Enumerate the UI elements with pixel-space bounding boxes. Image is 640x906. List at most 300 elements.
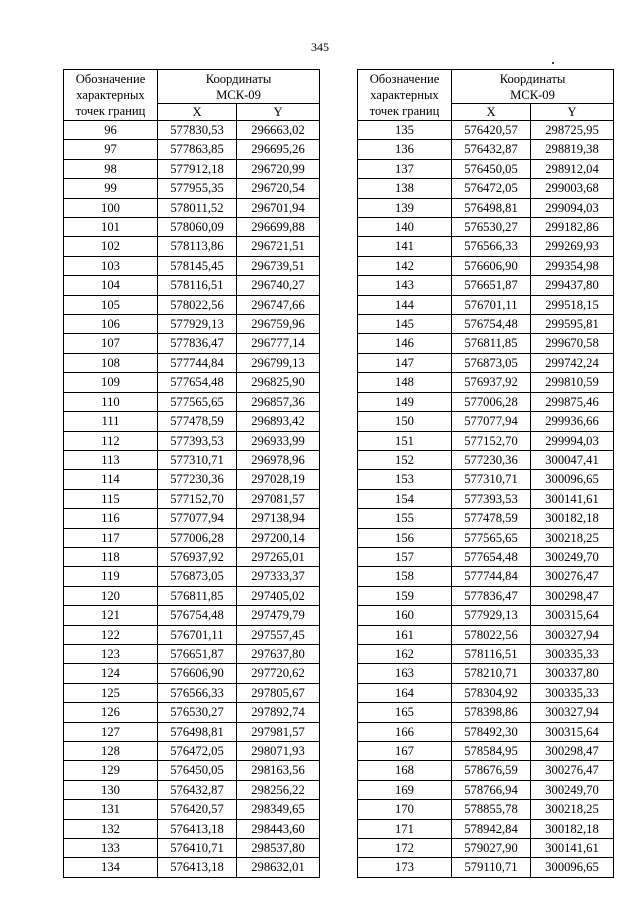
- x-coordinate-cell: 576498,81: [452, 198, 531, 217]
- point-number-cell: 110: [64, 392, 158, 411]
- table-row: [358, 528, 614, 547]
- header-label-line: характерных: [76, 88, 145, 102]
- point-number-cell: 134: [64, 858, 158, 877]
- x-coordinate-cell: 577654,48: [158, 373, 237, 392]
- point-number-cell: 116: [64, 509, 158, 528]
- x-coordinate-cell: 576498,81: [158, 722, 237, 741]
- x-coordinate-cell: 577077,94: [158, 509, 237, 528]
- y-coordinate-cell: 297892,74: [237, 703, 320, 722]
- table-row: [64, 703, 320, 722]
- point-number-cell: 157: [358, 547, 452, 566]
- point-number-cell: 136: [358, 140, 452, 159]
- coordinates-table-right: [357, 69, 614, 878]
- y-coordinate-cell: 300141,61: [531, 839, 614, 858]
- y-coordinate-cell: 300276,47: [531, 761, 614, 780]
- table-row: [64, 179, 320, 198]
- y-coordinate-cell: 297028,19: [237, 470, 320, 489]
- table-row: [358, 412, 614, 431]
- table-row: [64, 392, 320, 411]
- x-coordinate-cell: 578210,71: [452, 664, 531, 683]
- x-coordinate-cell: 578145,45: [158, 256, 237, 275]
- table-row: [64, 218, 320, 237]
- point-number-cell: 164: [358, 683, 452, 702]
- header-label-line: точек границ: [75, 104, 146, 118]
- point-number-cell: 124: [64, 664, 158, 683]
- point-number-cell: 167: [358, 742, 452, 761]
- y-coordinate-cell: 299742,24: [531, 353, 614, 372]
- y-coordinate-cell: 300096,65: [531, 470, 614, 489]
- table-row: [358, 858, 614, 877]
- coordinates-table-left: [63, 69, 320, 878]
- x-coordinate-cell: 577565,65: [452, 528, 531, 547]
- point-number-cell: 163: [358, 664, 452, 683]
- y-coordinate-cell: 299354,98: [531, 256, 614, 275]
- x-coordinate-cell: 577955,35: [158, 179, 237, 198]
- y-coordinate-cell: 299875,46: [531, 392, 614, 411]
- x-coordinate-cell: 576754,48: [158, 606, 237, 625]
- point-number-cell: 151: [358, 431, 452, 450]
- header-coord-line: Координаты: [205, 71, 272, 86]
- point-number-cell: 127: [64, 722, 158, 741]
- point-number-cell: 104: [64, 276, 158, 295]
- y-coordinate-cell: 300249,70: [531, 780, 614, 799]
- y-coordinate-cell: 299094,03: [531, 198, 614, 217]
- point-number-cell: 145: [358, 315, 452, 334]
- x-coordinate-cell: 579027,90: [452, 839, 531, 858]
- x-coordinate-cell: 578398,86: [452, 703, 531, 722]
- points-label-header: [64, 70, 158, 121]
- y-coordinate-cell: 296747,66: [237, 295, 320, 314]
- y-coordinate-cell: 297479,79: [237, 606, 320, 625]
- x-coordinate-cell: 577836,47: [158, 334, 237, 353]
- table-row: [64, 780, 320, 799]
- table-row: [64, 159, 320, 178]
- x-coordinate-cell: 577929,13: [452, 606, 531, 625]
- y-coordinate-cell: 296720,54: [237, 179, 320, 198]
- point-number-cell: 103: [64, 256, 158, 275]
- x-coordinate-cell: 576472,05: [158, 742, 237, 761]
- y-coordinate-cell: 300298,47: [531, 586, 614, 605]
- x-coordinate-cell: 576701,11: [452, 295, 531, 314]
- point-number-cell: 109: [64, 373, 158, 392]
- y-coordinate-cell: 300141,61: [531, 489, 614, 508]
- point-number-cell: 139: [358, 198, 452, 217]
- x-coordinate-cell: 577478,59: [158, 412, 237, 431]
- x-coordinate-cell: 577393,53: [452, 489, 531, 508]
- x-coordinate-cell: 578492,30: [452, 722, 531, 741]
- y-coordinate-cell: 298537,80: [237, 839, 320, 858]
- y-coordinate-cell: 297805,67: [237, 683, 320, 702]
- x-coordinate-cell: 577152,70: [158, 489, 237, 508]
- x-coordinate-cell: 577393,53: [158, 431, 237, 450]
- table-row: [358, 256, 614, 275]
- y-coordinate-cell: 297557,45: [237, 625, 320, 644]
- point-number-cell: 168: [358, 761, 452, 780]
- table-row: [64, 140, 320, 159]
- point-number-cell: 123: [64, 644, 158, 663]
- x-coordinate-cell: 576530,27: [452, 218, 531, 237]
- table-row: [64, 412, 320, 431]
- x-coordinate-cell: 576606,90: [158, 664, 237, 683]
- point-number-cell: 152: [358, 450, 452, 469]
- table-row: [64, 528, 320, 547]
- x-coordinate-cell: 578766,94: [452, 780, 531, 799]
- y-coordinate-cell: 297720,62: [237, 664, 320, 683]
- point-number-cell: 132: [64, 819, 158, 838]
- table-row: [64, 742, 320, 761]
- x-coordinate-cell: 577006,28: [158, 528, 237, 547]
- table-row: [64, 256, 320, 275]
- header-label-line: Обозначение: [369, 72, 440, 86]
- x-coordinate-cell: 578584,95: [452, 742, 531, 761]
- y-coordinate-cell: 296799,13: [237, 353, 320, 372]
- y-coordinate-cell: 300047,41: [531, 450, 614, 469]
- table-row: [64, 373, 320, 392]
- point-number-cell: 118: [64, 547, 158, 566]
- y-coordinate-cell: 298912,04: [531, 159, 614, 178]
- point-number-cell: 137: [358, 159, 452, 178]
- point-number-cell: 112: [64, 431, 158, 450]
- table-row: [358, 237, 614, 256]
- point-number-cell: 142: [358, 256, 452, 275]
- y-coordinate-cell: 298632,01: [237, 858, 320, 877]
- table-row: [64, 431, 320, 450]
- table-row: [64, 353, 320, 372]
- table-row: [358, 839, 614, 858]
- table-row: [358, 334, 614, 353]
- x-coordinate-cell: 577006,28: [452, 392, 531, 411]
- table-row: [64, 450, 320, 469]
- point-number-cell: 146: [358, 334, 452, 353]
- x-coordinate-cell: 576937,92: [452, 373, 531, 392]
- y-coordinate-cell: 296740,27: [237, 276, 320, 295]
- table-row: [358, 121, 614, 140]
- table-row: [64, 683, 320, 702]
- table-row: [64, 121, 320, 140]
- point-number-cell: 150: [358, 412, 452, 431]
- y-coordinate-cell: 299994,03: [531, 431, 614, 450]
- point-number-cell: 130: [64, 780, 158, 799]
- point-number-cell: 122: [64, 625, 158, 644]
- y-coordinate-cell: 300249,70: [531, 547, 614, 566]
- point-number-cell: 99: [64, 179, 158, 198]
- point-number-cell: 144: [358, 295, 452, 314]
- y-coordinate-cell: 299670,58: [531, 334, 614, 353]
- table-row: [358, 218, 614, 237]
- x-coordinate-cell: 577077,94: [452, 412, 531, 431]
- table-row: [64, 489, 320, 508]
- table-row: [64, 276, 320, 295]
- x-coordinate-cell: 577929,13: [158, 315, 237, 334]
- point-number-cell: 117: [64, 528, 158, 547]
- x-coordinate-cell: 578022,56: [452, 625, 531, 644]
- table-row: [64, 606, 320, 625]
- point-number-cell: 133: [64, 839, 158, 858]
- table-row: [64, 858, 320, 877]
- x-coordinate-cell: 577836,47: [452, 586, 531, 605]
- table-row: [358, 198, 614, 217]
- y-coordinate-cell: 296978,96: [237, 450, 320, 469]
- x-coordinate-cell: 578304,92: [452, 683, 531, 702]
- table-row: [64, 800, 320, 819]
- point-number-cell: 108: [64, 353, 158, 372]
- table-row: [64, 470, 320, 489]
- table-row: [358, 703, 614, 722]
- table-row: [64, 315, 320, 334]
- table-row: [358, 509, 614, 528]
- table-row: [64, 761, 320, 780]
- y-coordinate-cell: 300335,33: [531, 683, 614, 702]
- point-number-cell: 156: [358, 528, 452, 547]
- point-number-cell: 101: [64, 218, 158, 237]
- x-coordinate-cell: 576413,18: [158, 858, 237, 877]
- coordinates-header: [452, 70, 614, 104]
- point-number-cell: 96: [64, 121, 158, 140]
- y-coordinate-cell: 300096,65: [531, 858, 614, 877]
- point-number-cell: 98: [64, 159, 158, 178]
- point-number-cell: 140: [358, 218, 452, 237]
- x-coordinate-cell: 576937,92: [158, 547, 237, 566]
- table-row: [358, 683, 614, 702]
- y-coordinate-cell: 300327,94: [531, 625, 614, 644]
- y-coordinate-cell: 299595,81: [531, 315, 614, 334]
- y-coordinate-cell: 298071,93: [237, 742, 320, 761]
- point-number-cell: 166: [358, 722, 452, 741]
- y-coordinate-cell: 296933,99: [237, 431, 320, 450]
- point-number-cell: 170: [358, 800, 452, 819]
- x-coordinate-cell: 576410,71: [158, 839, 237, 858]
- y-coordinate-cell: 298163,56: [237, 761, 320, 780]
- x-coordinate-cell: 577478,59: [452, 509, 531, 528]
- table-row: [64, 198, 320, 217]
- y-coordinate-cell: 297333,37: [237, 567, 320, 586]
- table-row: [358, 586, 614, 605]
- x-coordinate-cell: 578060,09: [158, 218, 237, 237]
- point-number-cell: 121: [64, 606, 158, 625]
- y-coordinate-cell: 300298,47: [531, 742, 614, 761]
- point-number-cell: 105: [64, 295, 158, 314]
- axis-x-header: X: [158, 104, 237, 121]
- table-row: [358, 373, 614, 392]
- point-number-cell: 128: [64, 742, 158, 761]
- y-coordinate-cell: 296777,14: [237, 334, 320, 353]
- table-row: [64, 839, 320, 858]
- table-row: [358, 431, 614, 450]
- x-coordinate-cell: 577152,70: [452, 431, 531, 450]
- axis-x-header: X: [452, 104, 531, 121]
- x-coordinate-cell: 576811,85: [158, 586, 237, 605]
- point-number-cell: 153: [358, 470, 452, 489]
- y-coordinate-cell: 296701,94: [237, 198, 320, 217]
- y-coordinate-cell: 296739,51: [237, 256, 320, 275]
- x-coordinate-cell: 576530,27: [158, 703, 237, 722]
- point-number-cell: 115: [64, 489, 158, 508]
- x-coordinate-cell: 576472,05: [452, 179, 531, 198]
- table-row: [64, 664, 320, 683]
- x-coordinate-cell: 577744,84: [452, 567, 531, 586]
- point-number-cell: 158: [358, 567, 452, 586]
- x-coordinate-cell: 576566,33: [158, 683, 237, 702]
- y-coordinate-cell: 298349,65: [237, 800, 320, 819]
- y-coordinate-cell: 299269,93: [531, 237, 614, 256]
- y-coordinate-cell: 296759,96: [237, 315, 320, 334]
- x-coordinate-cell: 578116,51: [158, 276, 237, 295]
- y-coordinate-cell: 300182,18: [531, 509, 614, 528]
- table-row: [64, 819, 320, 838]
- point-number-cell: 165: [358, 703, 452, 722]
- table-row: [358, 722, 614, 741]
- point-number-cell: 161: [358, 625, 452, 644]
- x-coordinate-cell: 576606,90: [452, 256, 531, 275]
- table-row: [358, 295, 614, 314]
- y-coordinate-cell: 296893,42: [237, 412, 320, 431]
- point-number-cell: 160: [358, 606, 452, 625]
- point-number-cell: 148: [358, 373, 452, 392]
- page-number: 345: [311, 40, 329, 54]
- table-row: [358, 742, 614, 761]
- point-number-cell: 100: [64, 198, 158, 217]
- table-row: [64, 334, 320, 353]
- y-coordinate-cell: 300315,64: [531, 606, 614, 625]
- axis-y-header: Y: [237, 104, 320, 121]
- coordinates-header: [158, 70, 320, 104]
- x-coordinate-cell: 577310,71: [158, 450, 237, 469]
- x-coordinate-cell: 576420,57: [158, 800, 237, 819]
- x-coordinate-cell: 577863,85: [158, 140, 237, 159]
- x-coordinate-cell: 576811,85: [452, 334, 531, 353]
- y-coordinate-cell: 298819,38: [531, 140, 614, 159]
- point-number-cell: 162: [358, 644, 452, 663]
- y-coordinate-cell: 300218,25: [531, 528, 614, 547]
- y-coordinate-cell: 299182,86: [531, 218, 614, 237]
- x-coordinate-cell: 576420,57: [452, 121, 531, 140]
- x-coordinate-cell: 576413,18: [158, 819, 237, 838]
- point-number-cell: 126: [64, 703, 158, 722]
- header-label-line: точек границ: [369, 104, 440, 118]
- point-number-cell: 120: [64, 586, 158, 605]
- point-number-cell: 97: [64, 140, 158, 159]
- x-coordinate-cell: 578855,78: [452, 800, 531, 819]
- point-number-cell: 107: [64, 334, 158, 353]
- table-row: [358, 159, 614, 178]
- x-coordinate-cell: 579110,71: [452, 858, 531, 877]
- table-row: [64, 586, 320, 605]
- y-coordinate-cell: 299810,59: [531, 373, 614, 392]
- x-coordinate-cell: 576873,05: [158, 567, 237, 586]
- table-row: [358, 819, 614, 838]
- x-coordinate-cell: 578022,56: [158, 295, 237, 314]
- y-coordinate-cell: 300182,18: [531, 819, 614, 838]
- header-label-line: характерных: [370, 88, 439, 102]
- x-coordinate-cell: 577565,65: [158, 392, 237, 411]
- table-row: [358, 780, 614, 799]
- table-row: [64, 237, 320, 256]
- y-coordinate-cell: 298443,60: [237, 819, 320, 838]
- x-coordinate-cell: 576873,05: [452, 353, 531, 372]
- point-number-cell: 125: [64, 683, 158, 702]
- x-coordinate-cell: 577230,36: [158, 470, 237, 489]
- x-coordinate-cell: 576450,05: [452, 159, 531, 178]
- point-number-cell: 113: [64, 450, 158, 469]
- scan-speck: [552, 62, 554, 64]
- header-coord-line: Координаты: [499, 71, 566, 86]
- y-coordinate-cell: 299518,15: [531, 295, 614, 314]
- point-number-cell: 149: [358, 392, 452, 411]
- x-coordinate-cell: 577310,71: [452, 470, 531, 489]
- y-coordinate-cell: 300315,64: [531, 722, 614, 741]
- y-coordinate-cell: 300327,94: [531, 703, 614, 722]
- table-row: [64, 509, 320, 528]
- x-coordinate-cell: 576432,87: [452, 140, 531, 159]
- points-label-header: [358, 70, 452, 121]
- point-number-cell: 114: [64, 470, 158, 489]
- y-coordinate-cell: 299437,80: [531, 276, 614, 295]
- point-number-cell: 169: [358, 780, 452, 799]
- point-number-cell: 155: [358, 509, 452, 528]
- y-coordinate-cell: 299003,68: [531, 179, 614, 198]
- table-row: [358, 606, 614, 625]
- y-coordinate-cell: 296663,02: [237, 121, 320, 140]
- header-coord-line: МСК-09: [216, 87, 261, 102]
- table-row: [358, 664, 614, 683]
- y-coordinate-cell: 297981,57: [237, 722, 320, 741]
- y-coordinate-cell: 296857,36: [237, 392, 320, 411]
- x-coordinate-cell: 576566,33: [452, 237, 531, 256]
- table-row: [358, 392, 614, 411]
- point-number-cell: 147: [358, 353, 452, 372]
- y-coordinate-cell: 297405,02: [237, 586, 320, 605]
- point-number-cell: 171: [358, 819, 452, 838]
- y-coordinate-cell: 297200,14: [237, 528, 320, 547]
- y-coordinate-cell: 300337,80: [531, 664, 614, 683]
- y-coordinate-cell: 300335,33: [531, 644, 614, 663]
- y-coordinate-cell: 296699,88: [237, 218, 320, 237]
- x-coordinate-cell: 578011,52: [158, 198, 237, 217]
- point-number-cell: 172: [358, 839, 452, 858]
- y-coordinate-cell: 297265,01: [237, 547, 320, 566]
- point-number-cell: 173: [358, 858, 452, 877]
- header-coord-line: МСК-09: [510, 87, 555, 102]
- point-number-cell: 106: [64, 315, 158, 334]
- point-number-cell: 129: [64, 761, 158, 780]
- x-coordinate-cell: 577744,84: [158, 353, 237, 372]
- table-row: [64, 295, 320, 314]
- y-coordinate-cell: 297637,80: [237, 644, 320, 663]
- table-row: [64, 625, 320, 644]
- table-row: [358, 567, 614, 586]
- point-number-cell: 159: [358, 586, 452, 605]
- table-row: [64, 644, 320, 663]
- x-coordinate-cell: 578942,84: [452, 819, 531, 838]
- y-coordinate-cell: 298725,95: [531, 121, 614, 140]
- table-row: [358, 470, 614, 489]
- x-coordinate-cell: 578113,86: [158, 237, 237, 256]
- x-coordinate-cell: 576754,48: [452, 315, 531, 334]
- point-number-cell: 141: [358, 237, 452, 256]
- table-row: [358, 315, 614, 334]
- y-coordinate-cell: 300218,25: [531, 800, 614, 819]
- y-coordinate-cell: 299936,66: [531, 412, 614, 431]
- x-coordinate-cell: 578116,51: [452, 644, 531, 663]
- x-coordinate-cell: 576651,87: [158, 644, 237, 663]
- y-coordinate-cell: 297081,57: [237, 489, 320, 508]
- table-row: [358, 140, 614, 159]
- x-coordinate-cell: 576651,87: [452, 276, 531, 295]
- table-row: [64, 567, 320, 586]
- y-coordinate-cell: 296825,90: [237, 373, 320, 392]
- x-coordinate-cell: 577830,53: [158, 121, 237, 140]
- table-row: [358, 761, 614, 780]
